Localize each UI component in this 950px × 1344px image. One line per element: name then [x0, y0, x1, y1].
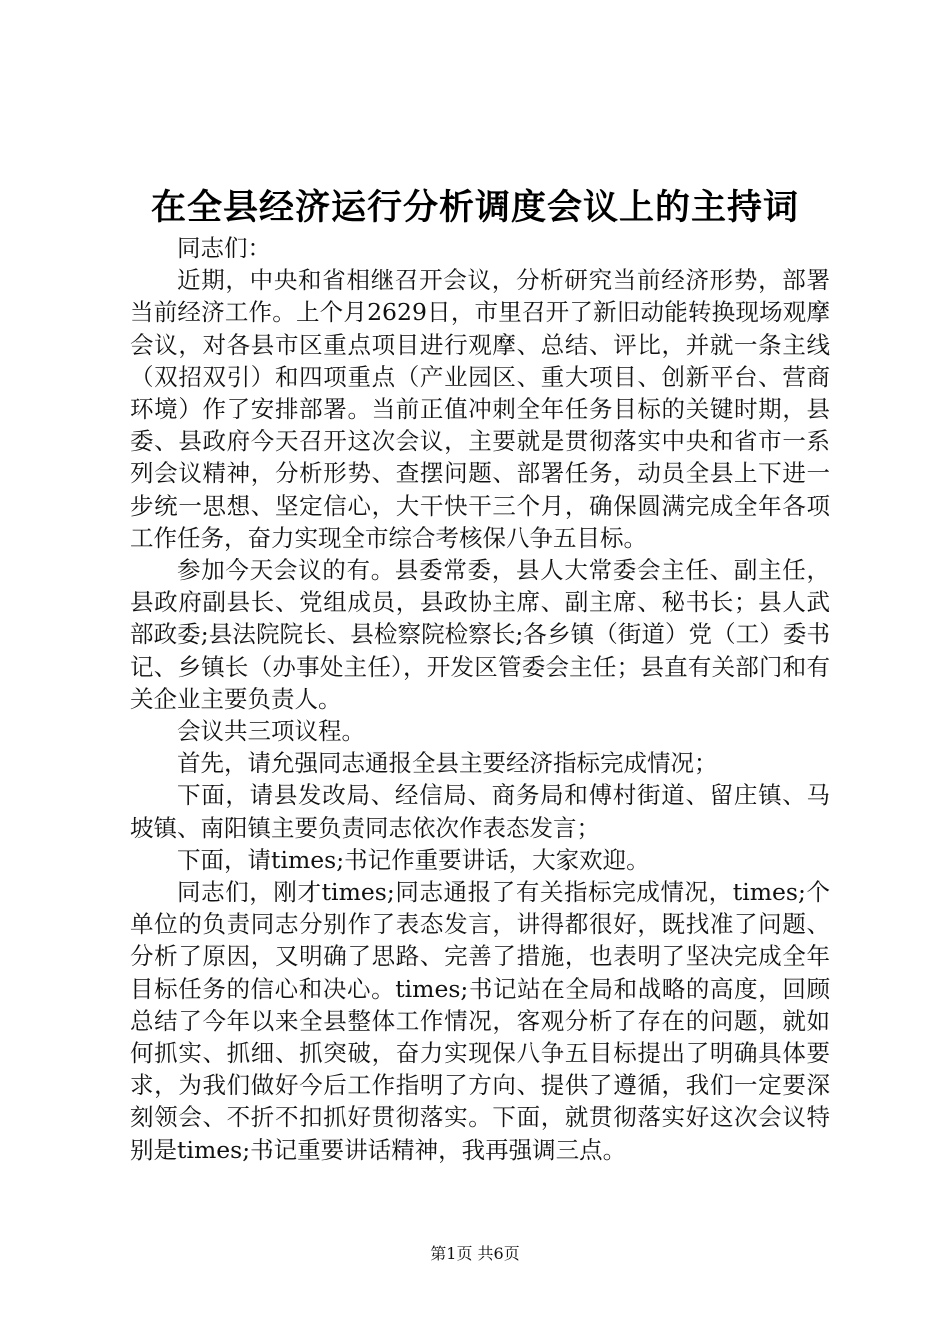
paragraph-agenda: 会议共三项议程。	[177, 717, 365, 746]
paragraph-attendees: 参加今天会议的有。县委常委，县人大常委会主任、副主任，县政府副县长、党组成员，县政协主席、副主席、秘书长；县人武部政委;县法院院长、县检察院检察长;各乡镇（街道）党（工）委书记、乡镇长（办事处主任），开发区管委会主任；县直有关部门和有关企业主要负责人。	[130, 556, 830, 713]
paragraph-agenda-item-2: 下面，请县发改局、经信局、商务局和傅村街道、留庄镇、马坡镇、南阳镇主要负责同志依次作表态发言；	[130, 781, 830, 842]
document-body	[130, 232, 830, 1166]
paragraph-background: 近期，中央和省相继召开会议，分析研究当前经济形势，部署当前经济工作。上个月2629日，市里召开了新旧动能转换现场观摩会议，对各县市区重点项目进行观摩、总结、评比，并就一条主线（双招双引）和四项重点（产业园区、重大项目、创新平台、营商环境）作了安排部署。当前正值冲刺全年任务目标的关键时期，县委、县政府今天召开这次会议，主要就是贯彻落实中央和省市一系列会议精神，分析形势、查摆问题、部署任务，动员全县上下进一步统一思想、坚定信心，大干快干三个月，确保圆满完成全年各项工作任务，奋力实现全市综合考核保八争五目标。	[130, 266, 830, 552]
paragraph-agenda-item-1: 首先，请允强同志通报全县主要经济指标完成情况；	[177, 749, 718, 778]
paragraph-salutation: 同志们：	[177, 234, 271, 262]
paragraph-summary: 同志们，刚才times;同志通报了有关指标完成情况，times;个单位的负责同志分别作了表态发言，讲得都很好，既找准了问题、分析了原因，又明确了思路、完善了措施，也表明了坚决完成全年目标任务的信心和决心。times;书记站在全局和战略的高度，回顾总结了今年以来全县整体工作情况，客观分析了存在的问题，就如何抓实、抓细、抓突破，奋力实现保八争五目标提出了明确具体要求，为我们做好今后工作指明了方向、提供了遵循，我们一定要深刻领会、不折不扣抓好贯彻落实。下面，就贯彻落实好这次会议特别是times;书记重要讲话精神，我再强调三点。	[130, 878, 830, 1164]
document-title: 在全县经济运行分析调度会议上的主持词	[150, 187, 799, 228]
page-footer: 第1页 共6页	[430, 1244, 520, 1263]
paragraph-agenda-item-3: 下面，请times;书记作重要讲话，大家欢迎。	[177, 845, 650, 874]
